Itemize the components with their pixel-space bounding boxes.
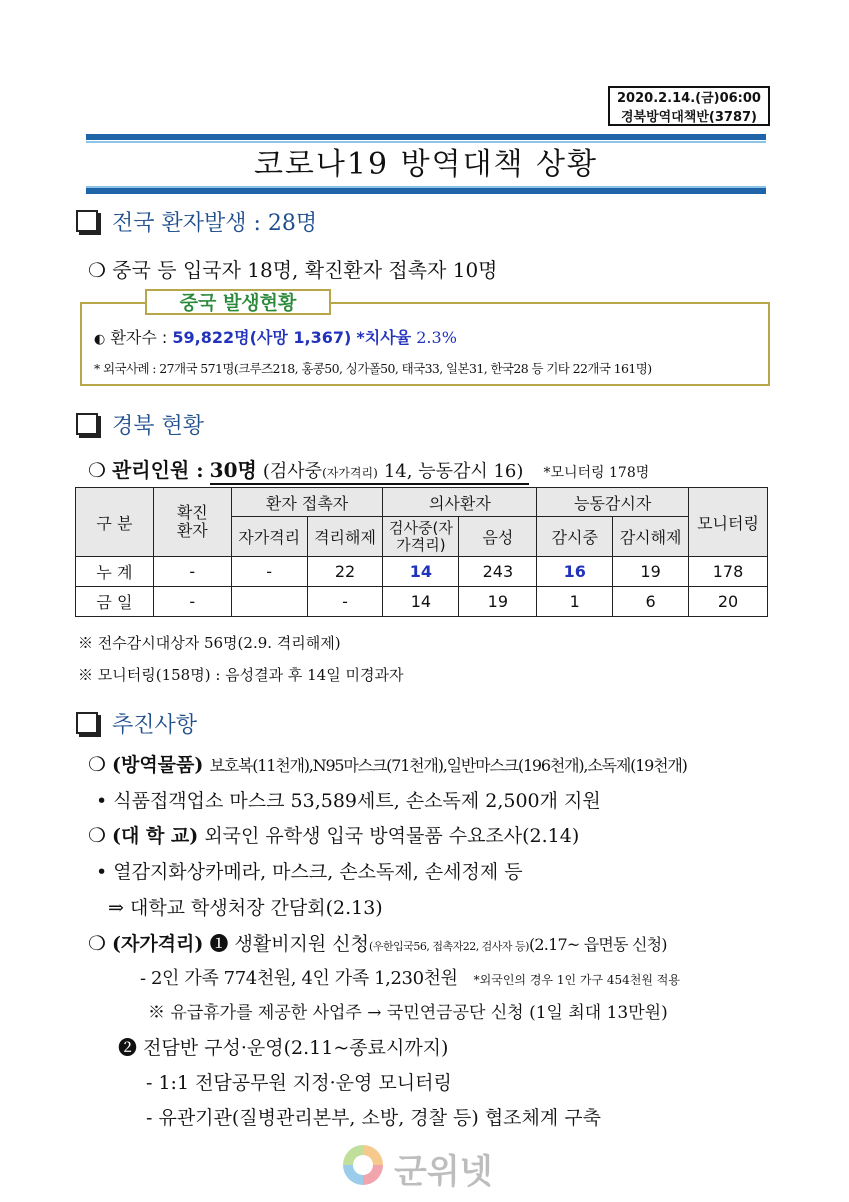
checkbox-square-icon	[76, 210, 98, 232]
managed-line: ❍ 관리인원 : 30명 (검사중(자가격리) 14, 능동감시 16) *모니터링 178명	[88, 454, 649, 483]
status-table	[75, 487, 768, 617]
table-header-suspect: 의사환자	[383, 488, 537, 517]
fatality-label: *치사율	[356, 328, 412, 347]
living-cost-line: - 2인 가족 774천원, 4인 가족 1,230천원 *외국인의 경우 1인 가구 454천원 적용	[140, 968, 680, 989]
title-bar-top	[86, 134, 766, 140]
watermark-text: 군위넷	[394, 1152, 493, 1192]
fatality-value: 2.3%	[416, 328, 457, 347]
half-circle-bullet-icon: ◐	[94, 332, 106, 347]
national-bullet: ❍ 중국 등 입국자 18명, 확진환자 접촉자 10명	[88, 258, 498, 282]
table-header-category: 구 분	[76, 488, 154, 557]
checkbox-square-icon	[76, 413, 98, 435]
circle-bullet-icon: ❍	[88, 458, 106, 482]
table-row: 금 일 - - 14 19 1 6 20	[76, 587, 768, 617]
report-date: 2020.2.14.(금)06:00	[617, 91, 761, 106]
table-header-active: 능동감시자	[537, 488, 689, 517]
action-item-supplies-sub: • 식품접객업소 마스크 53,589세트, 손소독제 2,500개 지원	[96, 790, 601, 812]
table-header-watching: 감시중	[537, 517, 613, 557]
china-patients-line: ◐ 환자수 : 59,822명(사망 1,367) *치사율 2.3%	[94, 328, 457, 347]
table-header-released: 격리해제	[307, 517, 383, 557]
page-title: 코로나19 방역대책 상황	[253, 147, 599, 182]
number-two-icon: ❷	[118, 1037, 138, 1059]
china-status-tab: 중국 발생현황	[145, 289, 331, 315]
national-section-title: 전국 환자발생 : 28명	[112, 211, 318, 236]
managed-value: 30명	[209, 458, 257, 482]
checkbox-square-icon	[76, 712, 98, 734]
action-item-university: ❍ (대 학 교) 외국인 유학생 입국 방역물품 수요조사(2.14)	[88, 823, 580, 847]
watermark-swirl-icon	[338, 1140, 388, 1190]
table-header-negative: 음성	[459, 517, 537, 557]
note-full-surveillance: ※ 전수감시대상자 56명(2.9. 격리해제)	[78, 634, 341, 652]
table-header-selfq: 자가격리	[231, 517, 307, 557]
number-one-icon: ❶	[209, 933, 229, 955]
circle-bullet-icon: ❍	[88, 823, 106, 847]
china-patients-value: 59,822명(사망 1,367)	[172, 328, 352, 347]
table-row: 누 계 - - 22 14 243 16 19 178	[76, 557, 768, 587]
table-header-confirmed: 확진환자	[153, 488, 231, 557]
note-monitoring: ※ 모니터링(158명) : 음성결과 후 14일 미경과자	[78, 666, 404, 684]
task-force-sub2: - 유관기관(질병관리본부, 소방, 경찰 등) 협조체계 구축	[146, 1107, 601, 1129]
title-bar-bottom	[86, 188, 766, 194]
report-agency: 경북방역대책반(3787)	[621, 110, 757, 125]
task-force-line: ❷ 전담반 구성·운영(2.11~종료시까지)	[118, 1037, 449, 1059]
watermark-logo	[338, 1138, 518, 1192]
overseas-cases: * 외국사례 : 27개국 571명(크루즈218, 홍콩50, 싱가폴50, 태국33, 일본31, 한국28 등 기타 22개국 161명)	[94, 361, 652, 376]
date-box	[608, 86, 770, 126]
table-header-contact: 환자 접촉자	[231, 488, 383, 517]
gyeongbuk-section-title: 경북 현황	[112, 414, 205, 439]
action-item-selfquarantine: ❍ (자가격리) ❶ 생활비지원 신청(우한입국56, 접촉자22, 검사자 등)(2.17~ 읍면동 신청)	[88, 931, 667, 955]
monitoring-note: *모니터링 178명	[543, 465, 650, 481]
actions-section-title: 추진사항	[112, 713, 198, 738]
table-header-testing: 검사중(자가격리)	[383, 517, 459, 557]
action-item-university-sub: • 열감지화상카메라, 마스크, 손소독제, 손세정제 등	[96, 861, 523, 883]
table-header-watch-released: 감시해제	[613, 517, 689, 557]
paid-leave-note: ※ 유급휴가를 제공한 사업주 → 국민연금공단 신청 (1일 최대 13만원)	[148, 1003, 668, 1023]
table-header-monitoring: 모니터링	[689, 488, 768, 557]
action-item-university-arrow: ⇒ 대학교 학생처장 간담회(2.13)	[108, 897, 383, 919]
managed-label: 관리인원 :	[111, 458, 204, 482]
circle-bullet-icon: ❍	[88, 752, 106, 776]
task-force-sub1: - 1:1 전담공무원 지정·운영 모니터링	[146, 1072, 452, 1094]
circle-bullet-icon: ❍	[88, 931, 106, 955]
circle-bullet-icon: ❍	[88, 258, 106, 282]
action-item-supplies: ❍ (방역물품) 보호복(11천개),N95마스크(71천개),일반마스크(196천개),소독제(19천개)	[88, 752, 687, 776]
